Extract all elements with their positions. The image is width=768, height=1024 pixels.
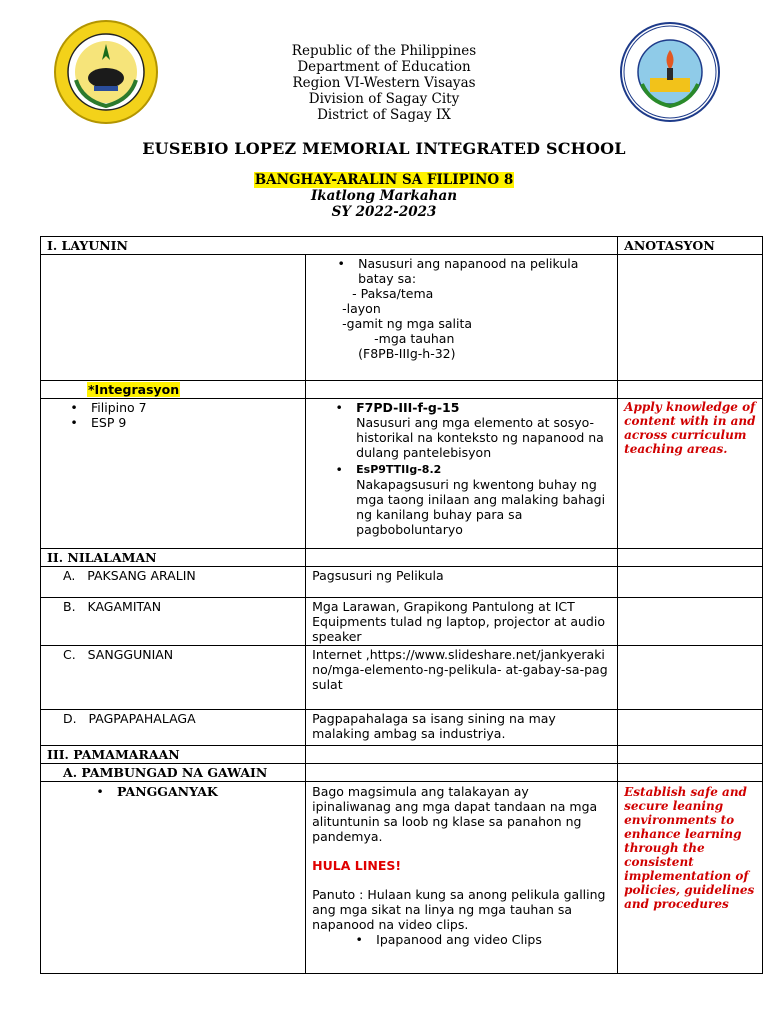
competency-code: (F8PB-IIIg-h-32) — [358, 346, 456, 361]
item-letter: B. — [63, 599, 76, 614]
item-label: PAKSANG ARALIN — [87, 568, 196, 583]
activity-bullet: Ipapanood ang video Clips — [376, 932, 542, 947]
header-line: Region VI-Western Visayas — [292, 75, 476, 91]
table-row — [41, 399, 763, 549]
pangganyak-intro: Bago magsimula ang talakayan ay ipinaliwanag ang mga dapat tandaan na mga alituntunin sa loob ng klase sa panahon ng pandemya. — [312, 784, 598, 844]
table-row — [41, 764, 763, 782]
bullet-icon: • — [96, 784, 104, 799]
government-header — [0, 43, 768, 123]
lesson-plan-title-block — [0, 172, 768, 220]
header-line: Department of Education — [297, 59, 471, 75]
list-item: - Paksa/tema — [352, 286, 434, 301]
subject-item: ESP 9 — [91, 415, 127, 430]
integration-annotation: Apply knowledge of content with in and across curriculum teaching areas. — [618, 399, 763, 549]
school-year: SY 2022-2023 — [331, 204, 437, 220]
quarter-label: Ikatlong Markahan — [310, 188, 458, 204]
layunin-bullet: Nasusuri ang napanood na pelikula batay sa: — [358, 256, 579, 286]
bullet-icon: • — [70, 400, 78, 415]
list-item: -gamit ng mga salita — [342, 316, 473, 331]
lesson-plan-table — [40, 236, 763, 974]
item-value: Mga Larawan, Grapikong Pantulong at ICT Equipments tulad ng laptop, projector at audio speaker — [306, 598, 618, 646]
school-name: EUSEBIO LOPEZ MEMORIAL INTEGRATED SCHOOL — [142, 139, 626, 158]
anotasyon-header: ANOTASYON — [618, 237, 763, 255]
item-letter: D. — [63, 711, 77, 726]
item-value: Pagsusuri ng Pelikula — [306, 567, 618, 598]
item-label: KAGAMITAN — [87, 599, 162, 614]
competency-code: F7PD-III-f-g-15 — [356, 400, 460, 415]
pangganyak-cell — [306, 782, 618, 974]
table-row — [41, 381, 763, 399]
item-letter: C. — [63, 647, 76, 662]
bullet-icon: • — [355, 932, 363, 947]
table-row — [41, 549, 763, 567]
competency-cell — [306, 399, 618, 549]
item-letter: A. — [63, 568, 76, 583]
item-label: PAGPAPAHALAGA — [88, 711, 196, 726]
activity-instruction: Panuto : Hulaan kung sa anong pelikula galling ang mga sikat na linya ng mga tauhan sa napanood na video clips. — [312, 887, 606, 932]
header-line: Division of Sagay City — [308, 91, 460, 107]
pambungad-header: A. PAMBUNGAD NA GAWAIN — [41, 764, 306, 782]
bullet-icon: • — [335, 400, 343, 415]
item-value: Pagpapahalaga sa isang sining na may malaking ambag sa industriya. — [306, 710, 618, 746]
competency-text: Nakapagsusuri ng kwentong buhay ng mga taong inilaan ang malaking bahagi ng kanilang buhay para sa pagboboluntaryo — [356, 477, 606, 537]
bullet-icon: • — [335, 462, 343, 477]
pamamaraan-header: III. PAMAMARAAN — [41, 746, 306, 764]
table-row — [41, 746, 763, 764]
list-item: -mga tauhan — [374, 331, 455, 346]
table-row — [41, 598, 763, 646]
table-row — [41, 782, 763, 974]
layunin-cell — [306, 255, 618, 381]
lesson-plan-title: BANGHAY-ARALIN SA FILIPINO 8 — [254, 172, 514, 188]
table-row — [41, 255, 763, 381]
activity-title: HULA LINES! — [312, 858, 402, 873]
list-item: -layon — [342, 301, 381, 316]
nilalaman-header: II. NILALAMAN — [41, 549, 306, 567]
pangganyak-label: PANGGANYAK — [117, 784, 218, 799]
header-line: Republic of the Philippines — [291, 43, 477, 59]
bullet-icon: • — [337, 256, 345, 271]
bullet-icon: • — [70, 415, 78, 430]
item-label: SANGGUNIAN — [87, 647, 174, 662]
subject-item: Filipino 7 — [91, 400, 147, 415]
competency-code: EsP9TTIIg-8.2 — [356, 463, 442, 476]
pangganyak-annotation: Establish safe and secure leaning environments to enhance learning through the consistent implementation of policies, guidelines and procedures — [618, 782, 763, 974]
integrasyon-label: *Integrasyon — [88, 382, 180, 397]
table-row — [41, 710, 763, 746]
competency-text: Nasusuri ang mga elemento at sosyo-historikal na konteksto ng napanood na dulang pantelebisyon — [356, 415, 604, 460]
header-line: District of Sagay IX — [317, 107, 451, 123]
item-value: Internet ,https://www.slideshare.net/jankyerakino/mga-elemento-ng-pelikula- at-gabay-sa-pagsulat — [306, 646, 618, 710]
layunin-header: I. LAYUNIN — [41, 237, 618, 255]
table-row — [41, 646, 763, 710]
table-row — [41, 567, 763, 598]
subjects-cell — [41, 399, 306, 549]
table-row — [41, 237, 763, 255]
